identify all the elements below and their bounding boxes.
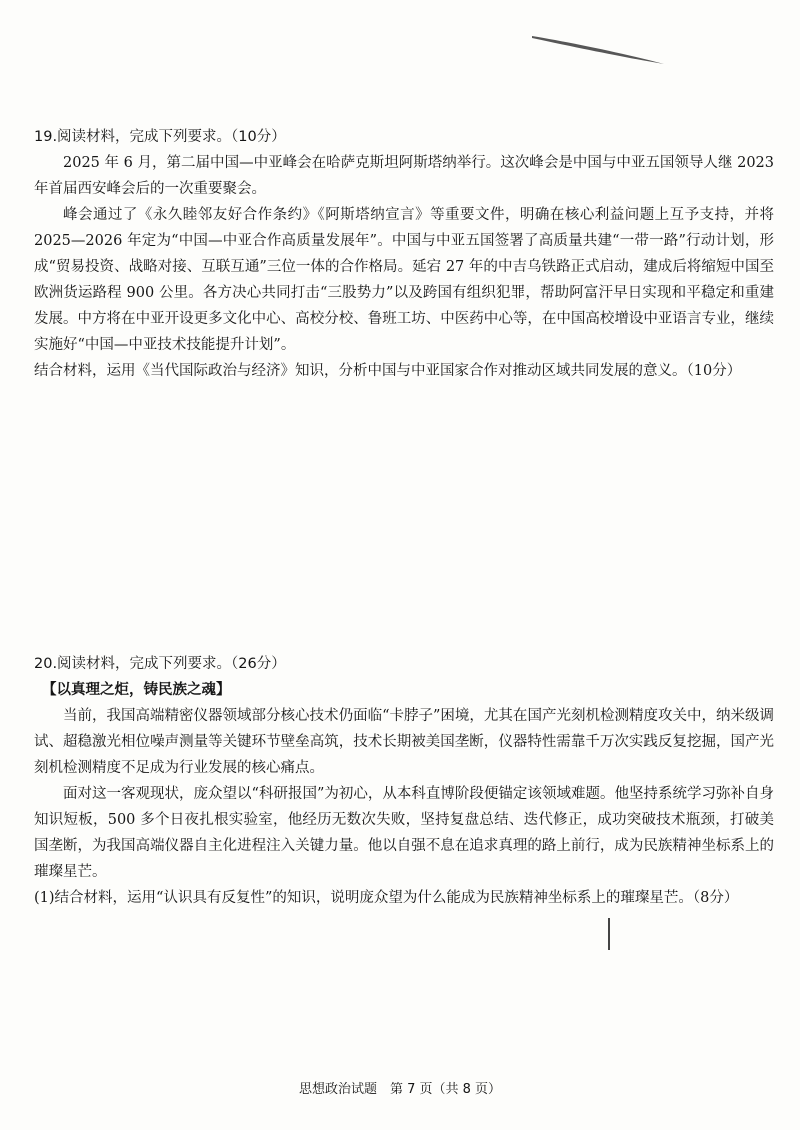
page-footer: 思想政治试题 第 7 页（共 8 页）: [298, 1082, 502, 1097]
question-19-material-2: 峰会通过了《永久睦邻友好合作条约》《阿斯塔纳宣言》等重要文件，明确在核心利益问题上互予支持，并将 2025—2026 年定为“中国—中亚合作高质量发展年”。中国与中亚五国签署了高质量共建“一带一路”行动计划，形成“贸易投资、战略对接、互联互通”三位一体的合作格局。延宕 27 年的中吉乌铁路正式启动，建成后将缩短中国至欧洲货运路程 900 公里。各方决心共同打击“三股势力”以及跨国有组织犯罪，帮助阿富汗早日实现和平稳定和重建发展。中方将在中亚开设更多文化中心、高校分校、鲁班工坊、中医药中心等，在中国高校增设中亚语言专业，继续实施好“中国—中亚技术技能提升计划”。: [34, 207, 774, 353]
question-19: [34, 124, 774, 384]
question-20: [34, 651, 774, 911]
question-19-material-1: 2025 年 6 月，第二届中国—中亚峰会在哈萨克斯坦阿斯塔纳举行。这次峰会是中国与中亚五国领导人继 2023 年首届西安峰会后的一次重要聚会。: [34, 155, 774, 197]
pen-mark: [608, 918, 610, 950]
question-20-material-2: 面对这一客观现状，庞众望以“科研报国”为初心，从本科直博阶段便锚定该领域难题。他坚持系统学习弥补自身知识短板，500 多个日夜扎根实验室，他经历无数次失败，坚持复盘总结、迭代修正，成功突破技术瓶颈，打破美国垄断，为我国高端仪器自主化进程注入关键力量。他以自强不息在追求真理的路上前行，成为民族精神坐标系上的璀璨星芒。: [34, 786, 774, 880]
question-19-heading: 19.阅读材料，完成下列要求。（10分）: [34, 129, 286, 145]
question-20-material-1: 当前，我国高端精密仪器领域部分核心技术仍面临“卡脖子”困境，尤其在国产光刻机检测精度攻关中，纳米级调试、超稳激光相位噪声测量等关键环节壁垒高筑，技术长期被美国垄断，仪器特性需靠千万次实践反复挖掘，国产光刻机检测精度不足成为行业发展的核心痛点。: [34, 708, 774, 776]
scan-smudge: [528, 30, 668, 66]
question-20-section-title: 【以真理之炬，铸民族之魂】: [42, 682, 231, 698]
question-20-heading: 20.阅读材料，完成下列要求。（26分）: [34, 656, 286, 672]
question-19-task: 结合材料，运用《当代国际政治与经济》知识，分析中国与中亚国家合作对推动区域共同发展的意义。（10分）: [34, 363, 742, 379]
question-20-sub-1: (1)结合材料，运用“认识具有反复性”的知识，说明庞众望为什么能成为民族精神坐标系上的璀璨星芒。（8分）: [34, 890, 739, 906]
